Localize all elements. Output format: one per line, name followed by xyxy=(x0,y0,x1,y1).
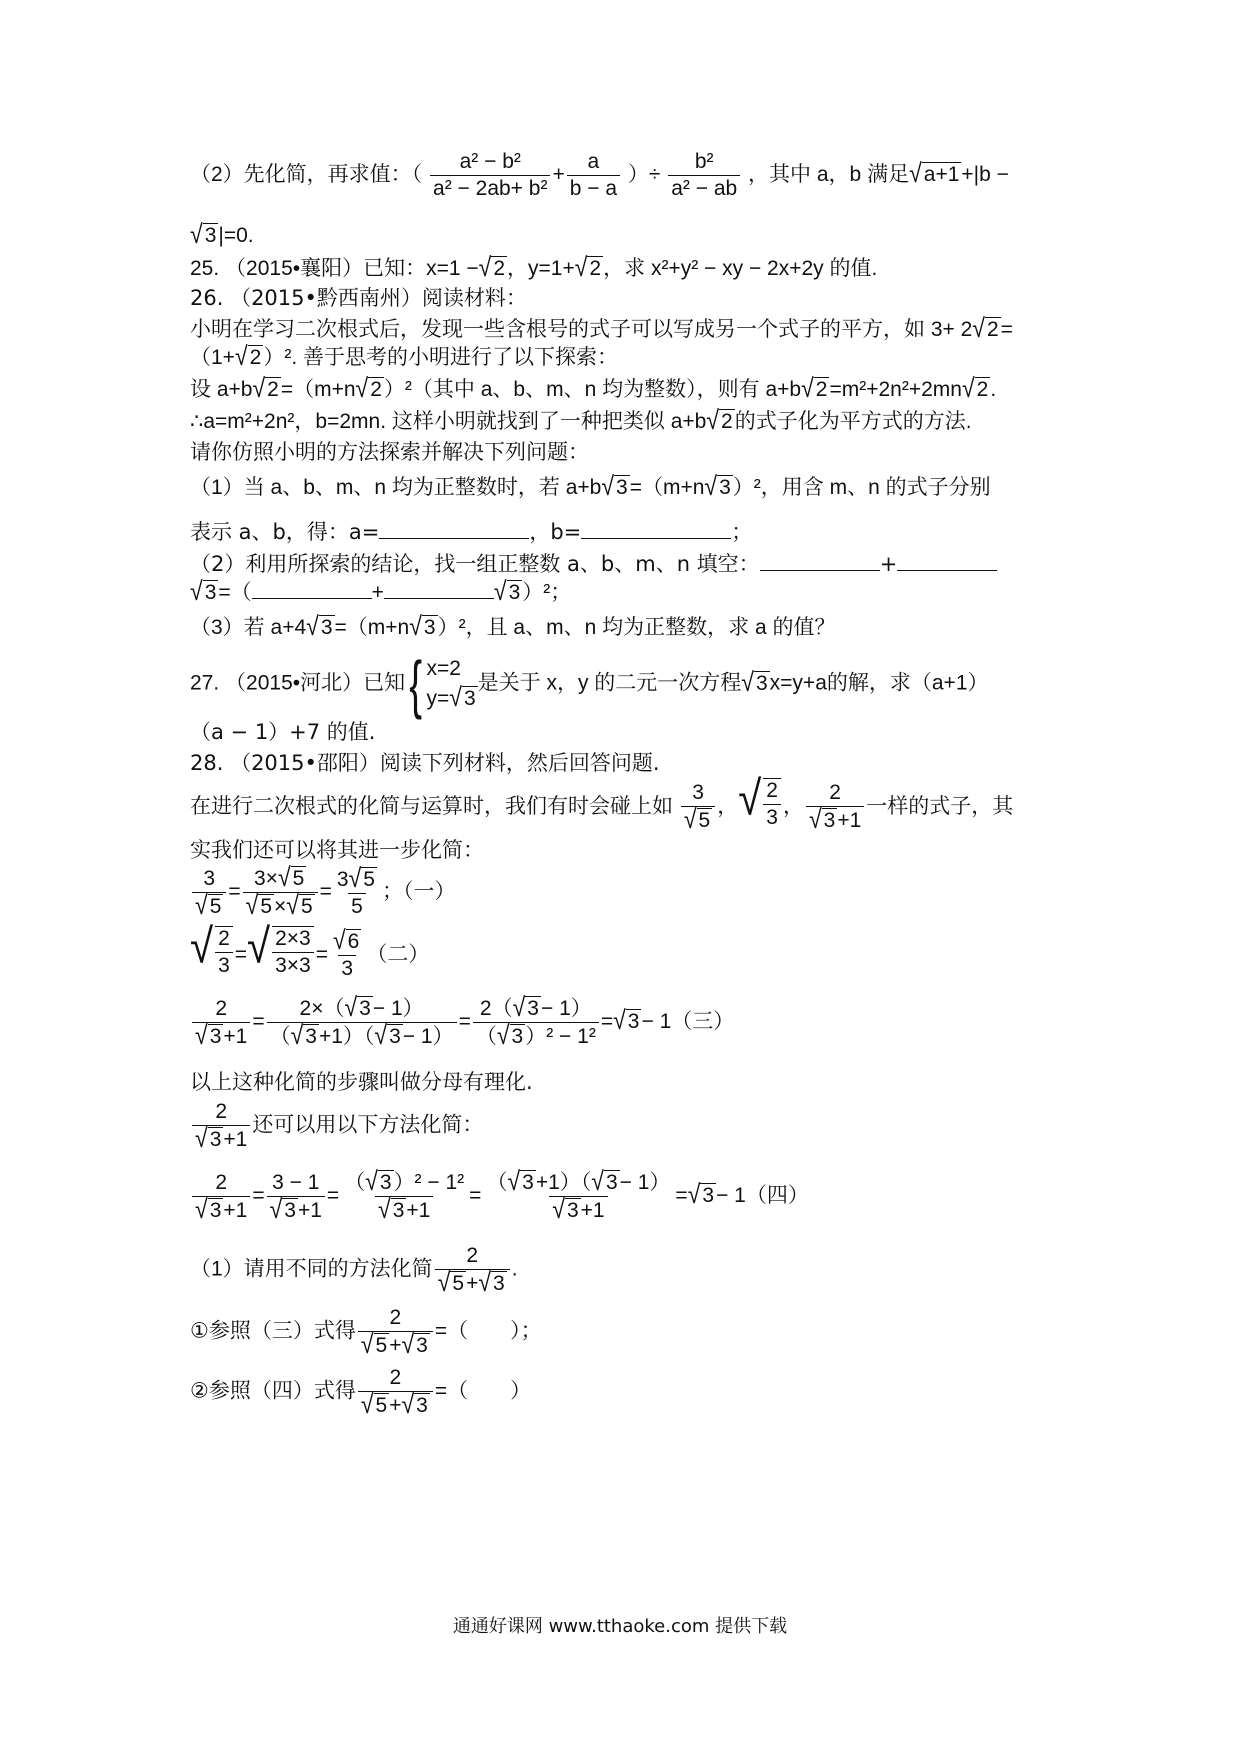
q26-p1-answer xyxy=(190,516,752,546)
answer-blank-a[interactable] xyxy=(379,516,529,539)
radicand: 3 xyxy=(320,616,333,639)
radicand: 2 xyxy=(249,346,262,369)
radicand: 3 xyxy=(627,1010,640,1034)
eq-x: x=2 xyxy=(426,657,461,680)
q28-c1: ①参照（三）式得 2 √ 5 + √ 3 =（ ）； xyxy=(190,1306,542,1359)
sqrt: √ 3 xyxy=(449,681,476,712)
answer-blank[interactable] xyxy=(384,576,494,599)
text: ）²，且 a、m、n 均为正整数，求 a 的值？ xyxy=(437,616,836,639)
sqrt: √ 2 xyxy=(355,372,382,403)
text: （ xyxy=(486,1171,508,1194)
radicand: 3 xyxy=(605,1171,618,1194)
radicand: 5 xyxy=(363,867,375,891)
q27-line xyxy=(190,648,989,720)
radicand: 6 xyxy=(347,930,360,954)
sqrt: √ a+1 xyxy=(909,157,960,188)
radicand: 2 xyxy=(370,378,382,401)
fraction xyxy=(806,781,864,833)
radicand: 3 xyxy=(527,997,539,1020)
numerator: a² − b² xyxy=(459,150,521,173)
denominator: 3 xyxy=(215,952,233,978)
radicand: 2 xyxy=(721,410,733,433)
numerator: 3 xyxy=(203,866,216,890)
sqrt: √ 2 xyxy=(706,404,733,435)
text: . xyxy=(511,1257,518,1281)
text: （1+ xyxy=(190,346,235,369)
text: +1 xyxy=(837,809,862,833)
sqrt: √ 2 xyxy=(972,312,999,343)
text: =（ xyxy=(218,581,252,604)
text: 的式子化为平方式的方法. xyxy=(734,410,972,433)
radicand: 2 xyxy=(589,257,602,280)
sqrt: √ 2 xyxy=(234,340,262,371)
text: . xyxy=(990,378,997,401)
q26-l2 xyxy=(190,340,618,372)
text: 3 xyxy=(336,867,349,891)
denominator: 3×3 xyxy=(272,952,314,978)
denominator: 3 xyxy=(763,804,781,830)
equation-tag: ；（一） xyxy=(381,880,456,904)
radicand: 3 xyxy=(204,224,217,247)
q26-l5: 请你仿照小明的方法探索并解决下列问题： xyxy=(190,440,589,464)
text: +1）（ xyxy=(535,1171,592,1194)
text: +1 xyxy=(580,1199,605,1222)
text: 小明在学习二次根式后，发现一些含根号的式子可以写成另一个式子的平方，如 3+ 2 xyxy=(190,318,973,341)
radicand: 3 xyxy=(755,671,768,695)
text: ①参照（三）式得 xyxy=(190,1319,356,1343)
denominator: a² − ab xyxy=(668,175,740,201)
eq-3: 2 √ 3 +1 = 2×（ √ 3 − 1） （ √ 3 +1）（ √ 3 − 1） = 2（ √ 3 − 1） （ √ 3 ）² − 1² = √ 3 − 1（三） xyxy=(190,996,734,1049)
text: × xyxy=(274,895,287,918)
equation-tag: （二） xyxy=(366,943,430,966)
denominator: 5 xyxy=(348,893,366,919)
text: 在进行二次根式的化简与运算时，我们有时会碰上如 xyxy=(190,795,673,818)
text: +1 xyxy=(223,1024,248,1048)
text: − 1） xyxy=(372,997,424,1020)
sqrt: √ 3 xyxy=(493,575,521,606)
divide-sign: ）÷ xyxy=(627,163,661,187)
sqrt: √ 3 xyxy=(190,575,217,606)
footer: 通通好课网 www.tthaoke.com 提供下载 xyxy=(452,1616,788,1637)
radicand: 3 xyxy=(209,1024,222,1048)
answer-blank-b[interactable] xyxy=(581,516,731,539)
q28-l3: 以上这种化简的步骤叫做分母有理化. xyxy=(190,1070,533,1094)
fraction xyxy=(430,150,550,201)
q26-head: 26. （2015•黔西南州）阅读材料： xyxy=(190,286,527,310)
numerator: 2×3 xyxy=(275,927,311,950)
denominator: 3 xyxy=(338,955,356,981)
answer-blank[interactable] xyxy=(897,548,997,571)
radicand: 5 xyxy=(292,867,305,890)
text: =（m+n xyxy=(280,378,356,401)
text: +1）（ xyxy=(318,1025,375,1048)
numerator: 2 xyxy=(215,1170,227,1194)
text: ∴a=m²+2n²，b=2mn. 这样小明就找到了一种把类似 a+b xyxy=(190,410,707,433)
text: 3× xyxy=(253,867,278,890)
sqrt: √ 3 xyxy=(704,470,731,501)
radicand: 2 xyxy=(815,378,828,401)
text: 一样的式子，其 xyxy=(866,795,1014,818)
sqrt: √ 2 xyxy=(961,372,989,403)
q25-line xyxy=(190,251,878,283)
answer-blank[interactable] xyxy=(252,576,372,599)
text: （1）请用不同的方法化简 xyxy=(190,1257,433,1281)
q28-head: 28. （2015•邵阳）阅读下列材料，然后回答问题. xyxy=(190,751,660,775)
radicand: 3 xyxy=(423,616,436,639)
text: =（ ）； xyxy=(434,1319,542,1343)
text: − 1） xyxy=(619,1171,671,1194)
numerator: 2 xyxy=(215,1100,227,1123)
numerator: 2 xyxy=(766,779,778,802)
numerator: 2 xyxy=(829,781,841,805)
numerator: 2 xyxy=(215,996,227,1020)
radicand: 3 xyxy=(493,1272,505,1295)
q26-l4 xyxy=(190,404,972,436)
numerator: 3 − 1 xyxy=(272,1170,320,1194)
text: =（ ） xyxy=(434,1379,532,1403)
sqrt: √ 2 xyxy=(252,372,279,403)
text: ②参照（四）式得 xyxy=(190,1379,356,1403)
text: （ xyxy=(269,1025,291,1048)
eq-4: 2 √ 3 +1 = 3 − 1 √ 3 +1 = （ √ 3 ）² − 1² √ 3 +1 = （ √ 3 +1）（ √ 3 − 1） √ 3 +1 = √ 3 − 1（四） xyxy=(190,1170,809,1223)
text: =（m+n xyxy=(629,476,705,499)
text: +1 xyxy=(406,1199,431,1222)
text: ）²，用含 m、n 的式子分别 xyxy=(732,476,991,499)
radicand: 3 xyxy=(823,809,836,833)
text: （2）利用所探索的结论，找一组正整数 a、b、m、n 填空： xyxy=(190,552,760,576)
radicand: 2 xyxy=(267,378,279,401)
numerator: 2 xyxy=(389,1366,402,1389)
radicand: 3 xyxy=(702,1184,715,1208)
text: ； xyxy=(731,520,753,544)
denominator: √ 3 +1 xyxy=(806,806,864,833)
q28-l2: 实我们还可以将其进一步化简： xyxy=(190,838,484,862)
answer-blank[interactable] xyxy=(760,548,880,571)
radicand: 3 xyxy=(463,687,476,710)
fraction xyxy=(681,781,715,833)
radicand: 3 xyxy=(416,1394,428,1417)
equals-zero: |=0. xyxy=(218,224,254,247)
fraction xyxy=(668,150,740,201)
q26-l1 xyxy=(190,312,1013,344)
text: 还可以用以下方法化简： xyxy=(252,1113,484,1137)
eq-y xyxy=(426,681,477,714)
text: ）²（其中 a、b、m、n 均为整数），则有 a+b xyxy=(383,378,802,401)
numerator: a xyxy=(587,150,600,173)
text: 是关于 x，y 的二元一次方程 xyxy=(477,671,742,695)
equation-tag: − 1（三） xyxy=(641,1010,735,1034)
numerator: 2 xyxy=(389,1306,402,1329)
radicand: 3 xyxy=(379,1171,392,1194)
radicand: 5 xyxy=(260,895,273,918)
text: ）². 善于思考的小明进行了以下探索： xyxy=(263,346,618,369)
text: +1 xyxy=(223,1128,248,1151)
q26-p1 xyxy=(190,470,991,502)
radicand: 3 xyxy=(522,1171,534,1194)
text: 2×（ xyxy=(299,997,345,1020)
q26-p2-line2 xyxy=(190,576,571,607)
q27-line2: （a − 1）+7 的值. xyxy=(190,720,376,744)
sqrt: √ 2 xyxy=(801,372,828,403)
p24-2-line xyxy=(190,150,1009,201)
text: 设 a+b xyxy=(190,378,253,401)
denominator: b − a xyxy=(567,175,620,201)
numerator: b² xyxy=(694,150,714,173)
text: （3）若 a+4 xyxy=(190,616,307,639)
eq-2: √ $\frac{2}{3}$ = √ $\frac{2\times 3}{3\times 3}$ = √ 6 3 （二） xyxy=(190,918,430,981)
text: ）² − 1² xyxy=(525,1025,596,1048)
q28-l1 xyxy=(190,770,1014,835)
radicand: a+1 xyxy=(923,163,960,187)
text: − 1） xyxy=(540,997,592,1020)
equation-tag: − 1（四） xyxy=(716,1184,809,1208)
sqrt: √ 3 xyxy=(409,610,436,641)
radicand: 3 xyxy=(392,1199,405,1222)
text: ）² − 1² xyxy=(393,1171,465,1194)
sqrt: √ 2 xyxy=(478,251,506,282)
sqrt: √ 3 xyxy=(190,218,217,249)
text: （1）当 a、b、m、n 均为正整数时，若 a+b xyxy=(190,476,602,499)
text: （ xyxy=(475,1025,497,1048)
text: + xyxy=(879,552,898,576)
comma: ， xyxy=(782,795,804,818)
radicand: 5 xyxy=(300,895,313,918)
numerator: 2 xyxy=(466,1244,479,1267)
radicand: 3 xyxy=(305,1025,317,1048)
q28-c2: ②参照（四）式得 2 √ 5 + √ 3 =（ ） xyxy=(190,1366,532,1419)
sqrt: √ $\frac{2}{3}$ xyxy=(738,778,783,830)
q28-l4: 2 √ 3 +1 还可以用以下方法化简： xyxy=(190,1100,483,1152)
comma: ， xyxy=(717,795,739,818)
plus-sign: + xyxy=(552,163,565,187)
denominator: a² − 2ab+ b² xyxy=(430,175,550,201)
numerator: 3 xyxy=(692,781,704,805)
p24-2-label: （2）先化简，再求值：（ xyxy=(190,163,423,187)
text: =（m+n xyxy=(334,616,410,639)
text: =m²+2n²+2mn xyxy=(829,378,962,401)
text: 27. （2015•河北）已知 xyxy=(190,671,406,695)
text: x=y+a的解，求（a+1） xyxy=(769,671,989,695)
numerator: 2 xyxy=(218,927,230,950)
fraction xyxy=(567,150,620,201)
radicand: 5 xyxy=(375,1394,388,1417)
radicand: 5 xyxy=(209,894,222,918)
text: = xyxy=(1000,318,1013,341)
text: （ xyxy=(344,1171,366,1194)
sqrt: √ 2 xyxy=(574,251,602,282)
radicand: 3 xyxy=(209,1198,222,1222)
radicand: 3 xyxy=(511,1025,524,1048)
radicand: 5 xyxy=(452,1272,465,1295)
equation-system: { x=2 y= √ 3 xyxy=(409,648,476,720)
text: 表示 a、b，得：a= xyxy=(190,520,380,544)
sqrt: √ 3 xyxy=(601,470,628,501)
text: 2（ xyxy=(479,997,513,1020)
radicand: 5 xyxy=(375,1334,388,1357)
sqrt: √ 3 xyxy=(741,666,768,697)
radicand: 3 xyxy=(616,476,628,499)
text: +1 xyxy=(223,1198,248,1222)
text: ）²； xyxy=(522,581,572,604)
radicand: 3 xyxy=(359,997,371,1020)
radicand: 3 xyxy=(719,476,731,499)
radicand: 3 xyxy=(389,1025,401,1048)
denominator: √ 5 xyxy=(681,806,715,833)
eq-1: 3 √ 5 = 3× √ 5 √ 5 × √ 5 = 3 √ 5 5 ；（一） xyxy=(190,866,455,919)
p24-2-line2 xyxy=(190,218,254,250)
condition-text: ，其中 a，b 满足 xyxy=(748,163,910,187)
q25-text: ，求 x²+y² − xy − 2x+2y 的值. xyxy=(603,257,878,280)
text: ，b= xyxy=(529,520,582,544)
sqrt: √ 3 xyxy=(306,610,333,641)
radicand: 2 xyxy=(493,257,506,280)
text: − 1） xyxy=(402,1025,454,1048)
radicand: 2 xyxy=(986,318,999,341)
q26-p2 xyxy=(190,548,997,578)
q25-text: ，y=1+ xyxy=(507,257,575,280)
radicand: 5 xyxy=(698,809,711,833)
q26-l3 xyxy=(190,372,997,404)
q26-p3 xyxy=(190,610,836,642)
q25-text: 25. （2015•襄阳）已知：x=1 − xyxy=(190,257,479,280)
radicand: 3 xyxy=(566,1199,579,1222)
radicand: 3 xyxy=(204,581,217,604)
abs-text: +|b − xyxy=(961,163,1009,187)
radicand: 3 xyxy=(209,1128,222,1151)
radicand: 3 xyxy=(508,581,521,604)
text: y= xyxy=(426,687,450,710)
radicand: 2 xyxy=(976,378,989,401)
text: + xyxy=(371,581,384,604)
q28-q1: （1）请用不同的方法化简 2 √ 5 + √ 3 . xyxy=(190,1244,518,1297)
radicand: 3 xyxy=(416,1334,428,1357)
radicand: 3 xyxy=(284,1198,296,1222)
text: +1 xyxy=(297,1198,322,1222)
